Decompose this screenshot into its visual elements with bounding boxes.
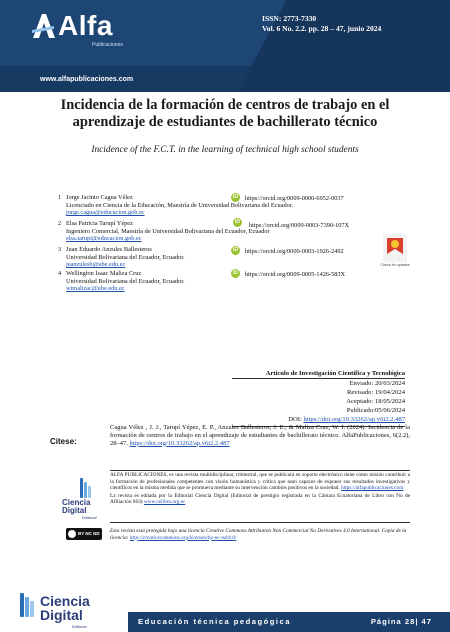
license-link[interactable]: http://creativecommons.org/licenses/by-nc-nd/4.0/ [129, 534, 237, 541]
footer-bar [128, 612, 450, 632]
ciencia-digital-logo-icon [62, 478, 102, 498]
orcid-icon[interactable]: iD [233, 247, 238, 253]
orcid-link[interactable]: https://orcid.org/0009-0003-7390-107X [249, 222, 350, 229]
orcid-link[interactable]: https://orcid.org/0009-0000-6952-0037 [245, 195, 344, 202]
author-name: Jorge Jacinto Cagua Vélez [66, 194, 133, 201]
author-affiliation: Licenciado en Ciencia de la Educación, Maestría de Universidad Bolivariana del Ecuador. [66, 201, 294, 209]
author-email[interactable]: wimalizac@ube.edu.ec [66, 285, 125, 293]
orcid-icon[interactable]: iD [233, 270, 238, 276]
website-link[interactable]: www.alfapublicaciones.com [40, 76, 134, 83]
celibro-link[interactable]: www.celibro.org.ec [143, 499, 186, 506]
title-line-1: Incidencia de la formación de centros de trabajo en el [60, 97, 390, 113]
check-for-updates-icon[interactable] [383, 234, 407, 262]
info-rule-top [232, 378, 405, 379]
citation [110, 424, 410, 447]
author-4 [58, 270, 236, 293]
check-for-updates-label: Check for updates [380, 263, 410, 267]
author-email[interactable]: elsa.tarupi@educacion.gob.ec [66, 235, 142, 243]
creative-commons-icon[interactable]: BY NC ND [66, 528, 102, 540]
footer-editorial-label: Editorial [72, 624, 87, 629]
author-number: 4 [58, 270, 62, 277]
article-title [30, 97, 420, 131]
author-3 [58, 246, 236, 269]
author-affiliation: Universidad Bolivariana del Ecuador, Ecuador. [66, 253, 185, 261]
journal-rule [110, 522, 410, 523]
title-line-2: aprendizaje de estudiantes de bachillerato técnico [72, 114, 378, 130]
volume: Vol. 6 No. 2.2. pp. 28 – 47, junio 2024 [262, 24, 382, 33]
author-affiliation: Universidad Bolivariana del Ecuador, Ecuador. [66, 277, 185, 285]
page-number: Página 28| 47 [370, 617, 432, 626]
license-text: Esta revista está protegida bajo una licencia Creative Commons Attribution Non Commercial No Derivatives 4.0 International. Copia de la licencia: http://creativecommons.org/licenses/by-nc-nd/4.0/ [110, 528, 407, 541]
cc-circle-icon [68, 530, 76, 538]
cite-label: Cítese: [50, 437, 77, 446]
journal-description: ALFA PUBLICACIONES, es una revista multidisciplinar, trimestral, que se publicará en soporte electrónico tiene como misión contribuir a la formación de profesionales competentes con visión humanística y crítica que sean capaces de exponer sus resultados investigativos y científicos en la misma medida que se promueva mediante su intervención cambios positivos en la sociedad. https://alfapublicaciones.com [110, 472, 410, 492]
author-name: Juan Eduardo Anzules Ballesteros [66, 246, 152, 253]
date-accepted: Aceptado: 18/05/2024 [346, 398, 405, 405]
author-1 [58, 194, 294, 217]
date-revised: Revisado: 19/04/2024 [346, 389, 405, 396]
article-type: Artículo de Investigación Científica y Tecnológica [265, 370, 405, 377]
orcid-link[interactable]: https://orcid.org/0000-0003-1926-2492 [245, 248, 344, 255]
citation-doi[interactable]: https://doi.org/10.33262/ap.v6i2.2.487 [129, 439, 230, 447]
issn: ISSN: 2773-7330 [262, 14, 317, 23]
doi-link[interactable]: https://doi.org/10.33262/ap.v6i2.2.487 [303, 416, 405, 423]
journal-editorial: La revista es editada por la Editorial Ciencia Digital (Editorial de prestigio registrada en la Cámara Ecuatoriana de Libro con No de Afiliación 663) www.celibro.org.ec [110, 492, 410, 506]
journal-link[interactable]: https://alfapublicaciones.com [341, 485, 404, 492]
alfa-logo-icon [30, 12, 56, 40]
alfa-logo-text: Alfa [58, 10, 113, 41]
author-email[interactable]: jeanzulesb@ube.edu.ec [66, 261, 126, 269]
citation-text: Cagua Vélez , J. J., Tarupí Yépez, E. P., Anzules Ballesteros, J. E., & Maliza Cruz, W. I. (2024). Incidencia de la formación de centros de trabajo en el aprendizaje de estudiantes de bachillerato técnico. AlfaPublicaciones, 6(2.2), 28–47. [110, 424, 410, 447]
orcid-icon[interactable]: iD [235, 219, 240, 225]
author-number: 3 [58, 246, 62, 253]
journal-info [110, 472, 410, 506]
ciencia-digital-logo-text: Ciencia Digital Editorial [62, 498, 97, 520]
date-received: Enviado: 20/03/2024 [349, 380, 405, 387]
footer-ciencia-digital-logo: Ciencia Digital [40, 593, 90, 623]
author-affiliation: Ingeniero Comercial, Maestría de Universidad Bolivariana del Ecuador, Ecuador [66, 227, 270, 235]
doi-label: DOI: [288, 416, 304, 423]
author-email[interactable]: jorge.cagua@educacion.gob.ec [66, 209, 145, 217]
footer-section: Educación técnica pedagógica [138, 617, 291, 626]
author-name: Elsa Patricia Tarupí Yépez [66, 220, 133, 227]
article-subtitle: Incidence of the F.C.T. in the learning of technical high school students [91, 145, 359, 155]
author-number: 2 [58, 220, 62, 227]
author-2 [58, 220, 270, 243]
author-number: 1 [58, 194, 62, 201]
issn-info [262, 14, 381, 34]
alfa-logo-subtitle: Publicaciones [92, 42, 123, 48]
cite-rule [110, 470, 410, 471]
date-published: Publicado:05/06/2024 [346, 407, 405, 414]
journal-header [0, 0, 450, 92]
footer-ciencia-digital-icon [20, 593, 36, 617]
orcid-link[interactable]: https://orcid.org/0009-0005-1426-583X [245, 271, 346, 278]
author-name: Wellington Isaac Maliza Cruz [66, 270, 142, 277]
orcid-icon[interactable]: iD [233, 194, 238, 200]
